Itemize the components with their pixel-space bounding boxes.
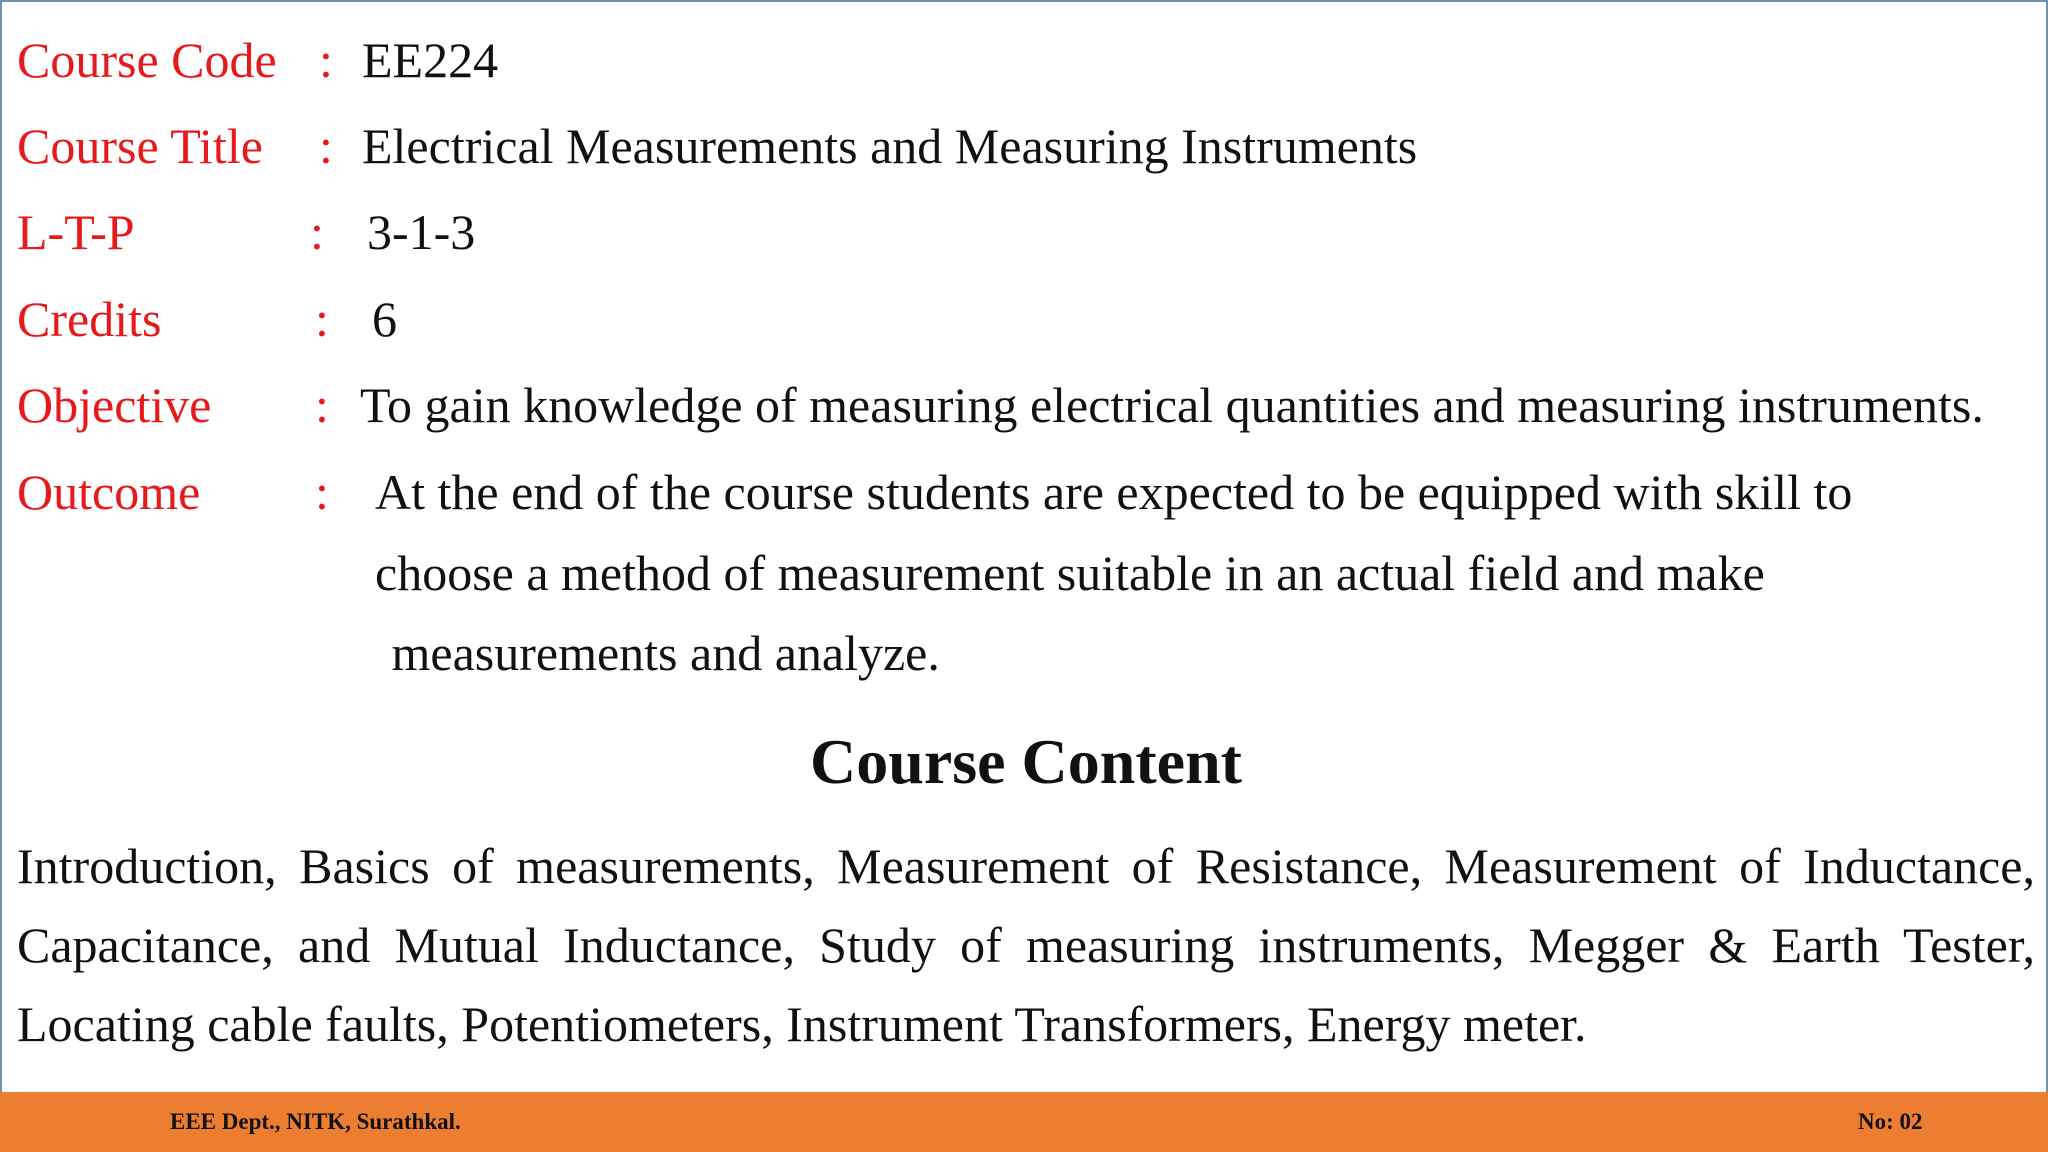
- course-title-colon: :: [319, 118, 333, 174]
- credits-colon: :: [315, 291, 329, 347]
- course-code-colon: :: [319, 32, 333, 88]
- content-line-1: Introduction, Basics of measurements, Measurement of Resistance, Measurement of Inductance,: [17, 838, 2035, 894]
- course-title-value: Electrical Measurements and Measuring Instruments: [362, 118, 1418, 174]
- outcome-label: Outcome: [17, 464, 201, 520]
- course-code-value: EE224: [362, 32, 499, 88]
- footer-bar: [0, 1092, 2048, 1152]
- outcome-colon: :: [315, 464, 329, 520]
- ltp-colon: :: [310, 204, 324, 260]
- objective-value: To gain knowledge of measuring electrical quantities and measuring instruments.: [360, 377, 1984, 433]
- course-content-heading: Course Content: [810, 726, 1242, 797]
- outcome-line-1: At the end of the course students are expected to be equipped with skill to: [375, 464, 1853, 520]
- ltp-label: L-T-P: [17, 204, 135, 260]
- footer-department: EEE Dept., NITK, Surathkal.: [170, 1109, 461, 1134]
- credits-label: Credits: [17, 291, 162, 347]
- content-line-2: Capacitance, and Mutual Inductance, Study of measuring instruments, Megger & Earth Tester,: [17, 917, 2035, 973]
- content-line-3: Locating cable faults, Potentiometers, Instrument Transformers, Energy meter.: [17, 996, 1587, 1052]
- credits-value: 6: [372, 291, 397, 347]
- footer-slide-number: No: 02: [1858, 1109, 1923, 1134]
- course-code-label: Course Code: [17, 32, 277, 88]
- objective-label: Objective: [17, 377, 212, 433]
- course-title-label: Course Title: [17, 118, 263, 174]
- outcome-line-3: measurements and analyze.: [379, 625, 940, 681]
- outcome-line-2: choose a method of measurement suitable in an actual field and make: [375, 545, 1765, 601]
- objective-colon: :: [315, 377, 329, 433]
- ltp-value: 3-1-3: [367, 204, 476, 260]
